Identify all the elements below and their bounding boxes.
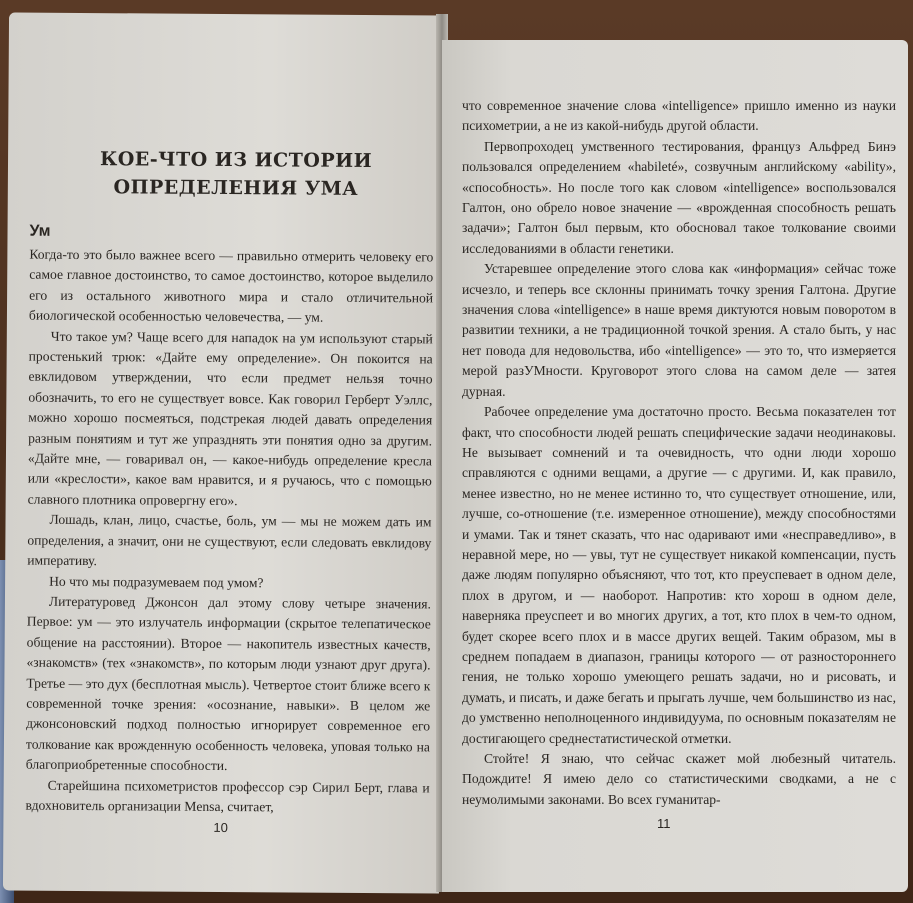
paragraph: Первопроходец умственного тестирования, француз Альфред Бинэ пользовался определением «habileté», созвучным английскому «ability», «способность». Но после того как словом «intelligence» воспользовался Галтон, оно обрело новое значение — «врожденная способность решать задачи»; Галтон был первым, кто обосновал такое толкование своими исследованиями в области генетики.: [462, 138, 896, 256]
paragraph: Когда-то это было важнее всего — правильно отмерить человеку его самое главное достоинство, то самое достоинство, которое выделило его из остального животного мира и стало отличительной биологической особенностью человечества, — ум.: [28, 246, 434, 325]
paragraph: Старейшина психометристов профессор сэр Сирил Берт, глава и вдохновитель организации Mensa, считает,: [25, 777, 430, 815]
page-number: 11: [657, 816, 671, 831]
chapter-title: [68, 145, 404, 203]
chapter-title-line-1: КОЕ-ЧТО ИЗ ИСТОРИИ: [99, 148, 373, 173]
left-page-text: [25, 245, 433, 819]
paragraph: Лошадь, клан, лицо, счастье, боль, ум — мы не можем дать им определения, а значит, они не существуют, если следовать евклидову императиву.: [27, 512, 432, 569]
paragraph: Стойте! Я знаю, что сейчас скажет мой любезный читатель. Подождите! Я имею дело со статистическими сводками, а не с неумолимыми законами. Во всех гуманитар-: [462, 751, 896, 807]
right-page-text: [462, 96, 896, 810]
paragraph: Что такое ум? Чаще всего для нападок на ум используют старый простенький трюк: «Дайте ему определение». Он покоится на евклидовом утверждении, что если предмет нельзя точно обозначить, то его не существует вовсе. Как говорил Герберт Уэллс, можно хорошо посмеяться, подстрекая людей давать определения разным понятиям и тут же упразднять эти понятия одно за другим. «Дайте мне, — говаривал он, — какое-нибудь определение кресла или «креслости», какое вам нравится, и я ручаюсь, что с помощью славного плотника опровергну его».: [27, 328, 433, 508]
section-heading: Ум: [29, 222, 51, 240]
chapter-title-line-2: ОПРЕДЕЛЕНИЯ УМА: [113, 176, 359, 200]
right-page: [442, 40, 908, 892]
paragraph: Рабочее определение ума достаточно просто. Весьма показателен тот факт, что способности людей решать специфические задачи неодинаковы. Не вызывает сомнений и та очевидность, что одни люди хорошо справляются с одними вещами, а другие — с другими. И, как правило, менее известно, но не менее истинно то, что существует отношение, или, лучше, со-отношение (т.е. измеренное отношение), между способностями и умами. Так и тянет сказать, что нас одаривают ими «несправедливо», в неравной мере, но — увы, тут не существует никакой компенсации, пусть даже людям популярно объясняют, что тот, кто преуспевает в одном деле, плох в другом, и — наоборот. Напротив: кто хорош в одном деле, наверняка преуспеет и во многих других, а тот, кто плох в чем-то одном, будет скорее всего плох и в массе других вещей. Таким образом, мы в среднем попадаем в диапазон, границы которого — от разностороннего гения, не только хорошо умеющего решать задачи, но и рисовать, и думать, и писать, и даже бегать и прыгать лучше, чем большинство из нас, до умственно неполноценного индивидуума, по основным показателям не достигающего среднестатистической отметки.: [462, 404, 896, 746]
paragraph: что современное значение слова «intelligence» пришло именно из науки психометрии, а не из какой-нибудь другой области.: [462, 98, 896, 134]
paragraph: Но что мы подразумеваем под умом?: [49, 573, 264, 590]
paragraph: Литературовед Джонсон дал этому слову четыре значения. Первое: ум — это излучатель информации (скрытое телепатическое общение на расстоянии). Второе — накопитель известных качеств, «знакомств» (тех «знакомств», по которым люди узнают друг друга). Третье — это дух (бесплотная мысль). Четвертое стоит ближе всего к современной точке зрения: «осознание, навыки». В целом же джонсоновский подход полностью игнорирует современное его толкование как врожденную особенность человека, уповая только на благоприобретенные способности.: [25, 593, 432, 774]
paragraph: Устаревшее определение этого слова как «информация» сейчас тоже исчезло, и теперь все склонны принимать точку зрения Галтона. Другие значения слова «intelligence» в наше время диктуются новым поворотом в развитии техники, а не традиционной точкой зрения. А стало быть, у нас нет повода для недовольства, ибо «intelligence» — это то, что измеряется мерой разУМности. Круговорот этого слова на самом деле — затея дурная.: [462, 261, 896, 399]
left-page: [3, 12, 445, 893]
page-number: 10: [213, 819, 228, 836]
